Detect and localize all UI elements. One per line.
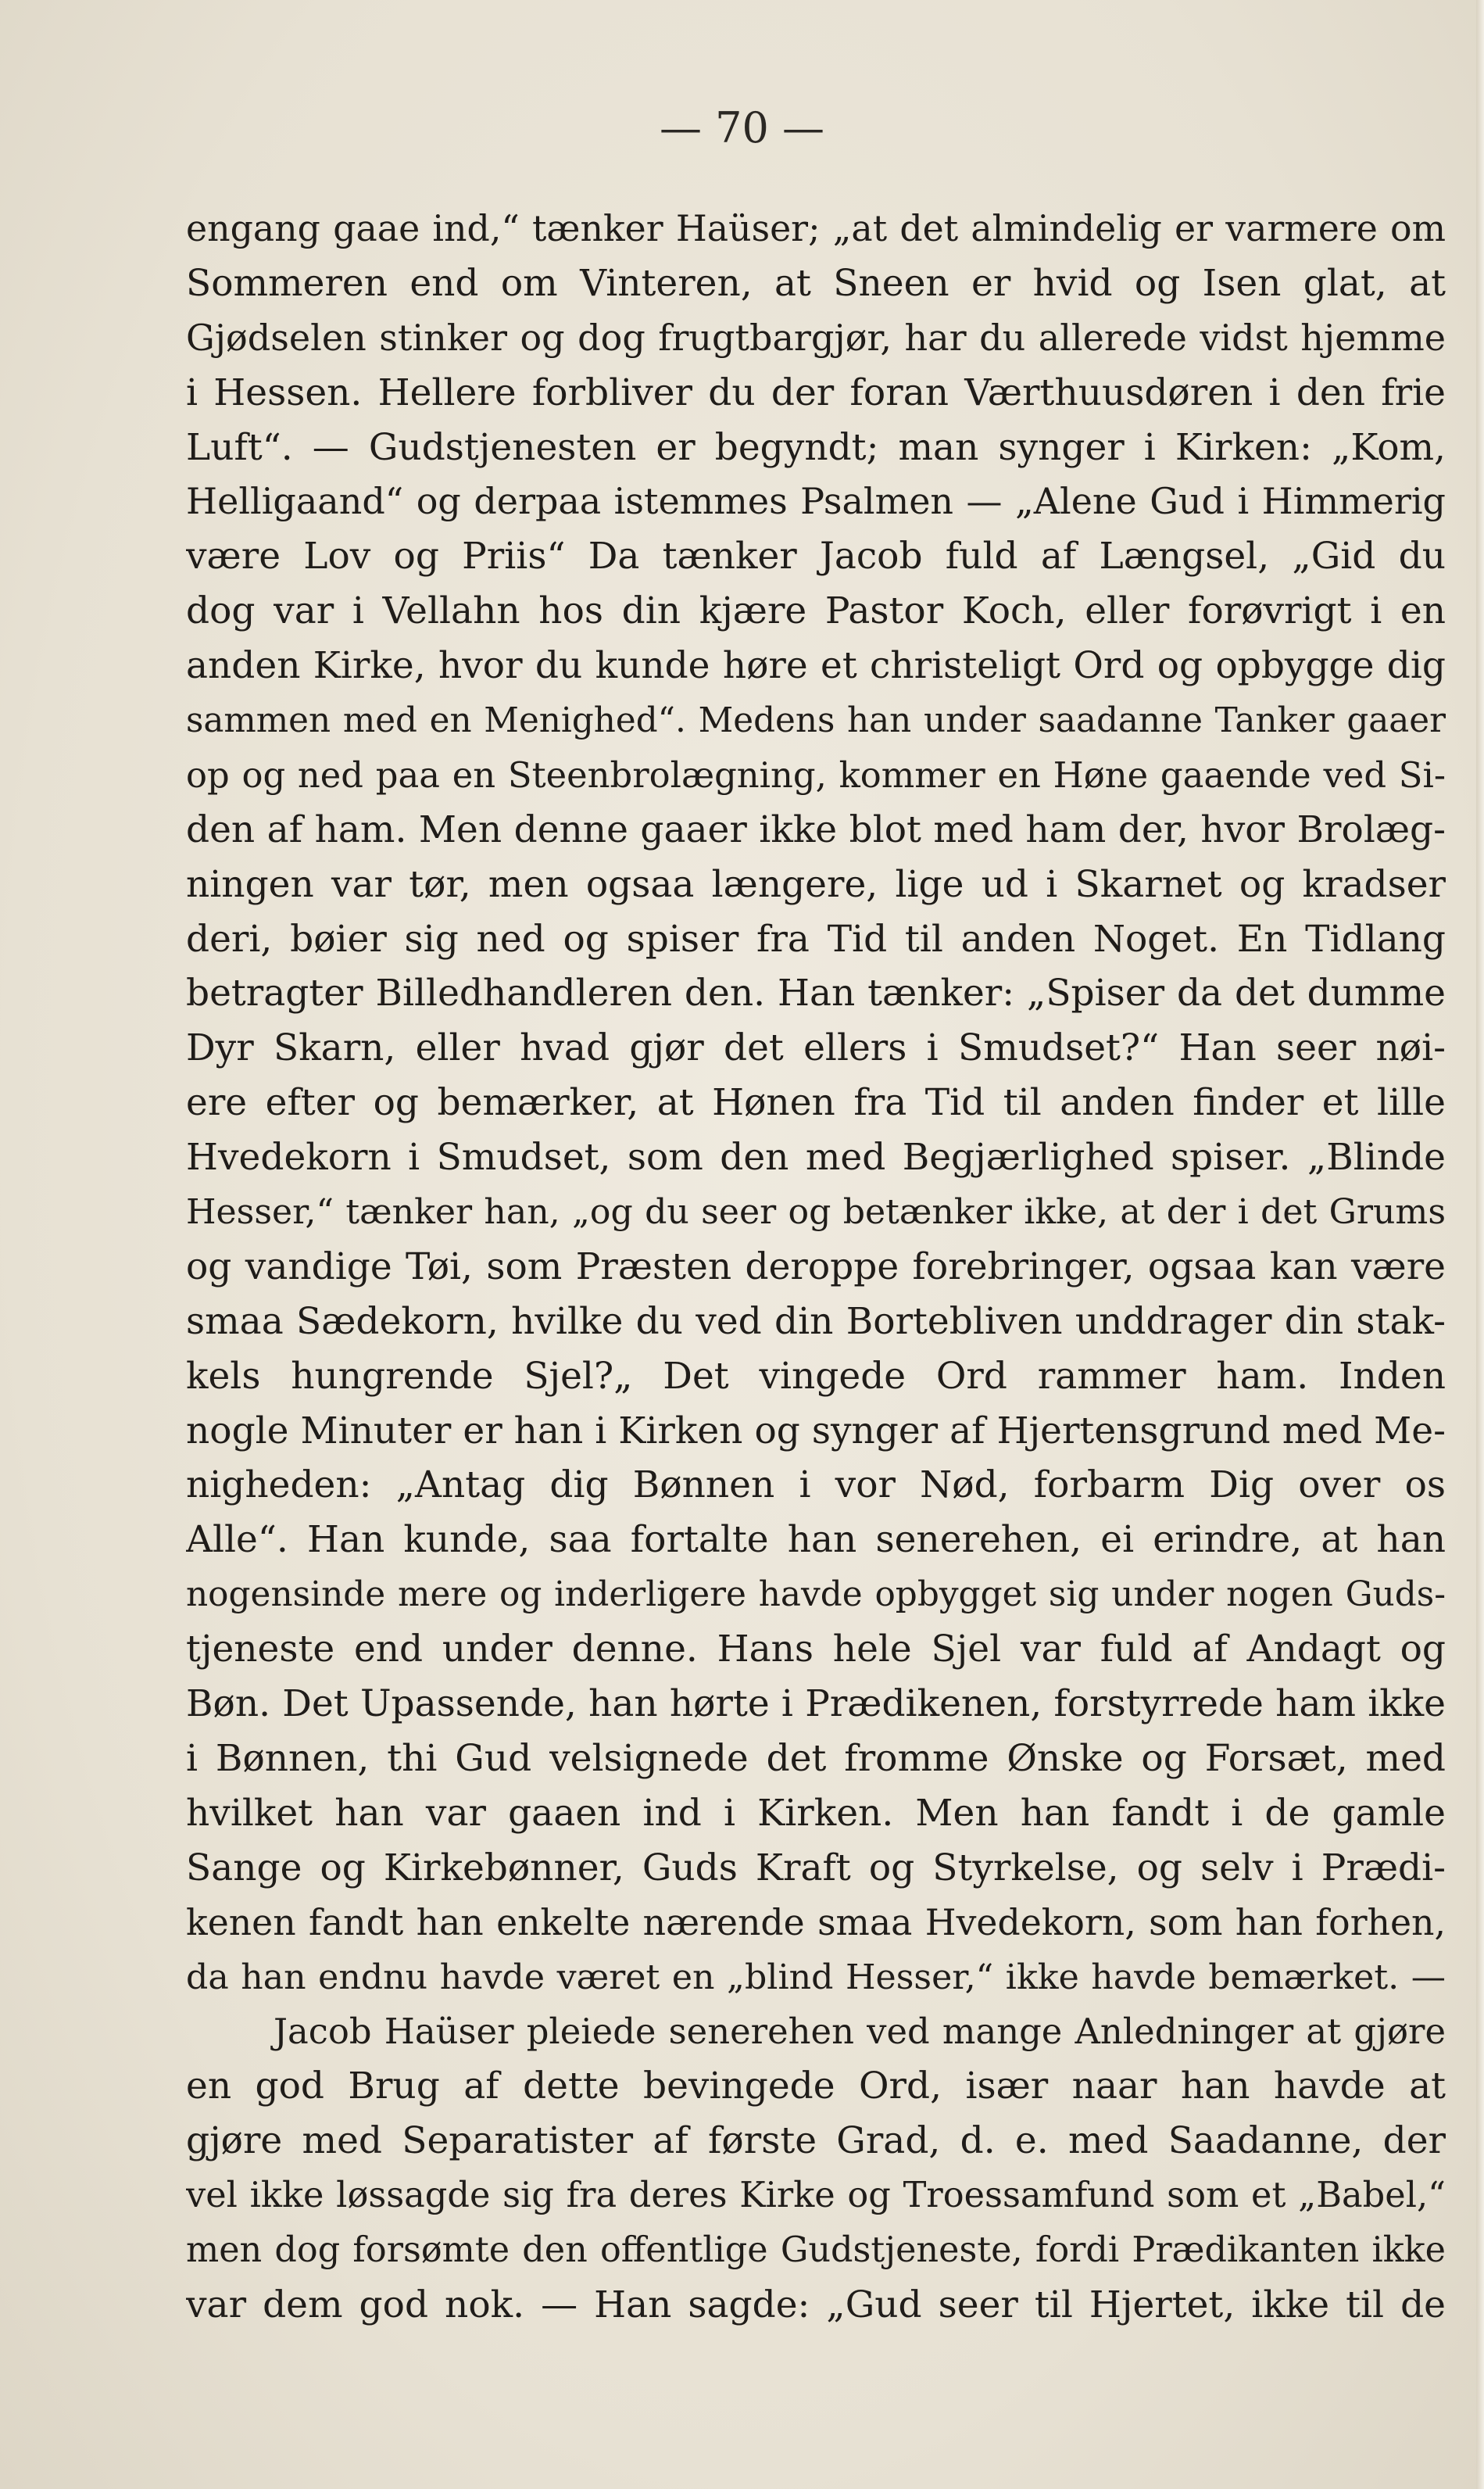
text-line: men dog forsømte den offentlige Gudstjeneste, fordi Prædikanten ikke xyxy=(186,2229,1446,2270)
text-line: Jacob Haüser pleiede senerehen ved mange Anledninger at gjøre xyxy=(274,2011,1446,2053)
text-line: tjeneste end under denne. Hans hele Sjel var fuld af Andagt og xyxy=(186,1628,1446,1671)
text-line: Luft“. — Gudstjenesten er begyndt; man synger i Kirken: „Kom, xyxy=(186,425,1446,469)
text-line: en god Brug af dette bevingede Ord, især naar han havde at xyxy=(186,2065,1446,2108)
text-line: dog var i Vellahn hos din kjære Pastor Koch, eller forøvrigt i en xyxy=(186,589,1446,633)
text-line: kenen fandt han enkelte nærende smaa Hvedekorn, som han forhen, xyxy=(186,1901,1446,1943)
text-line: nigheden: „Antag dig Bønnen i vor Nød, forbarm Dig over os xyxy=(186,1463,1446,1507)
text-line: Alle“. Han kunde, saa fortalte han senerehen, ei erindre, at han xyxy=(186,1518,1446,1562)
text-line: op og ned paa en Steenbrolægning, kommer en Høne gaaende ved Si- xyxy=(186,754,1446,796)
text-line: Dyr Skarn, eller hvad gjør det ellers i Smudset?“ Han seer nøi- xyxy=(186,1026,1446,1070)
text-line: nogle Minuter er han i Kirken og synger af Hjertensgrund med Me- xyxy=(186,1409,1446,1452)
text-line: i Bønnen, thi Gud velsignede det fromme Ønske og Forsæt, med xyxy=(186,1736,1446,1780)
text-line: den af ham. Men denne gaaer ikke blot med ham der, hvor Brolæg- xyxy=(186,808,1446,851)
text-line: være Lov og Priis“ Da tænker Jacob fuld af Længsel, „Gid du xyxy=(186,535,1446,578)
text-line: anden Kirke, hvor du kunde høre et christeligt Ord og opbygge dig xyxy=(186,644,1446,688)
text-line: hvilket han var gaaen ind i Kirken. Men han fandt i de gamle xyxy=(186,1791,1446,1835)
text-line: i Hessen. Hellere forbliver du der foran Værthuusdøren i den frie xyxy=(186,371,1446,414)
text-line: smaa Sædekorn, hvilke du ved din Borteblivеn unddrager din stak- xyxy=(186,1299,1446,1343)
text-line: kels hungrende Sjel?„ Det vingede Ord rammer ham. Inden xyxy=(186,1354,1446,1398)
text-line: vel ikke løssagde sig fra deres Kirke og Troessamfund som et „Babel,“ xyxy=(186,2175,1446,2216)
text-line: Sommeren end om Vinteren, at Sneen er hvid og Isen glat, at xyxy=(186,261,1446,305)
body-text xyxy=(186,202,1446,2333)
text-line: da han endnu havde været en „blind Hesser,“ ikke havde bemærket. — xyxy=(186,1957,1446,1997)
text-line: Sange og Kirkebønner, Guds Kraft og Styrkelse, og selv i Prædi- xyxy=(186,1846,1446,1889)
text-line: deri, bøier sig ned og spiser fra Tid til anden Noget. En Tidlang xyxy=(186,917,1446,961)
text-line: engang gaae ind,“ tænker Haüser; „at det almindelig er varmere om xyxy=(186,207,1446,249)
text-line: var dem god nok. — Han sagde: „Gud seer til Hjertet, ikke til de xyxy=(186,2283,1446,2326)
text-line: ere efter og bemærker, at Hønen fra Tid til anden finder et lille xyxy=(186,1081,1446,1125)
text-line: Hesser,“ tænker han, „og du seer og betænker ikke, at der i det Grums xyxy=(186,1192,1446,1233)
page-number: — 70 — xyxy=(659,103,825,152)
text-line: gjøre med Separatister af første Grad, d. e. med Saadanne, der xyxy=(186,2119,1446,2163)
text-line: og vandige Tøi, som Præsten deroppe forebringer, ogsaa kan være xyxy=(186,1244,1446,1288)
text-line: sammen med en Menighed“. Medens han under saadanne Tanker gaaer xyxy=(186,700,1446,741)
text-line: Hvedekorn i Smudset, som den med Begjærlighed spiser. „Blinde xyxy=(186,1136,1446,1180)
text-line: nogensinde mere og inderligere havde opbygget sig under nogen Guds- xyxy=(186,1574,1446,1615)
text-line: ningen var tør, men ogsaa længere, lige ud i Skarnet og kradser xyxy=(186,862,1446,906)
text-line: Bøn. Det Upassende, han hørte i Prædikenen, forstyrrede ham ikke xyxy=(186,1682,1446,1726)
text-line: Gjødselen stinker og dog frugtbargjør, har du allerede vidst hjemme xyxy=(186,316,1446,359)
text-line: Helligaand“ og derpaa istemmes Psalmen — „Alene Gud i Himmerig xyxy=(186,480,1446,523)
page-edge xyxy=(1476,0,1484,2489)
text-line: betragter Billedhandleren den. Han tænker: „Spiser da det dumme xyxy=(186,972,1446,1015)
